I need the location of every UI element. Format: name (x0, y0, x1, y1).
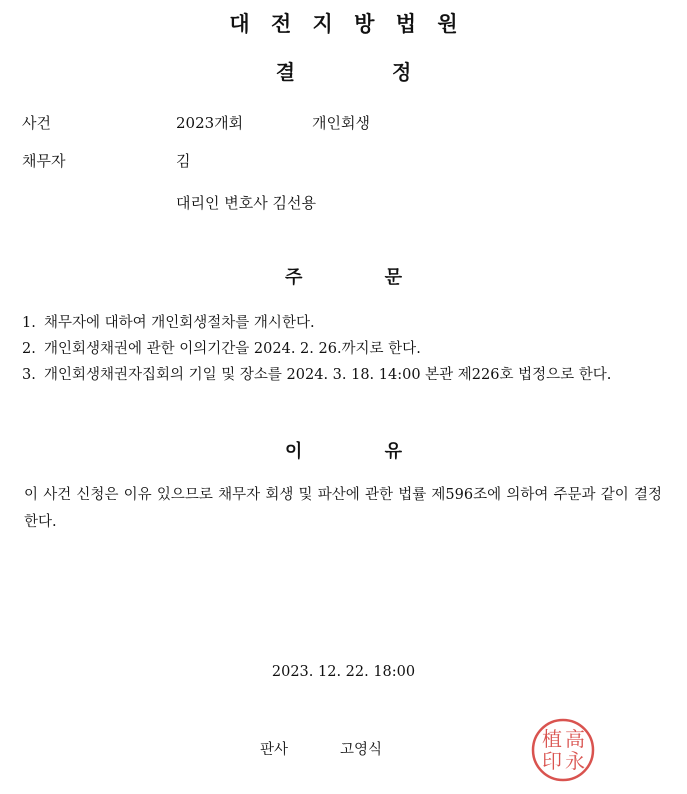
order-item-text: 개인회생채권에 관한 이의기간을 2024. 2. 26.까지로 한다. (44, 341, 421, 357)
case-type: 개인회생 (312, 114, 370, 132)
case-label: 사건 (22, 114, 51, 132)
debtor-name: 김 (176, 152, 191, 170)
reason-text: 이 사건 신청은 이유 있으므로 채무자 회생 및 파산에 관한 법률 제596조에 의하여 주문과 같이 결정한다. (24, 487, 662, 530)
case-number: 2023개회 (176, 114, 244, 132)
order-item (22, 362, 662, 388)
order-item (22, 310, 662, 336)
order-list (22, 310, 662, 388)
order-item-number: 1. (22, 315, 36, 331)
judge-name: 고영식 (340, 742, 383, 758)
order-item-text: 채무자에 대하여 개인회생절차를 개시한다. (44, 315, 315, 331)
order-section-title: 주 문 (284, 267, 403, 288)
court-name: 대 전 지 방 법 원 (229, 12, 458, 36)
svg-text:印: 印 (542, 749, 562, 773)
order-item (22, 336, 662, 362)
order-item-number: 2. (22, 341, 36, 357)
svg-text:永: 永 (565, 749, 585, 773)
decision-date: 2023. 12. 22. 18:00 (271, 664, 416, 680)
order-item-text: 개인회생채권자집회의 기일 및 장소를 2024. 3. 18. 14:00 본관 제226호 법정으로 한다. (44, 367, 612, 383)
judge-seal-icon (530, 717, 596, 783)
debtor-label: 채무자 (22, 152, 66, 170)
svg-text:植: 植 (542, 727, 562, 751)
judge-label: 판사 (260, 742, 289, 758)
reason-section-title: 이 유 (284, 441, 403, 462)
order-item-number: 3. (22, 367, 36, 383)
debtor-agent: 대리인 변호사 김선용 (176, 194, 316, 212)
svg-text:高: 高 (565, 727, 585, 751)
document-title: 결 정 (275, 60, 412, 84)
